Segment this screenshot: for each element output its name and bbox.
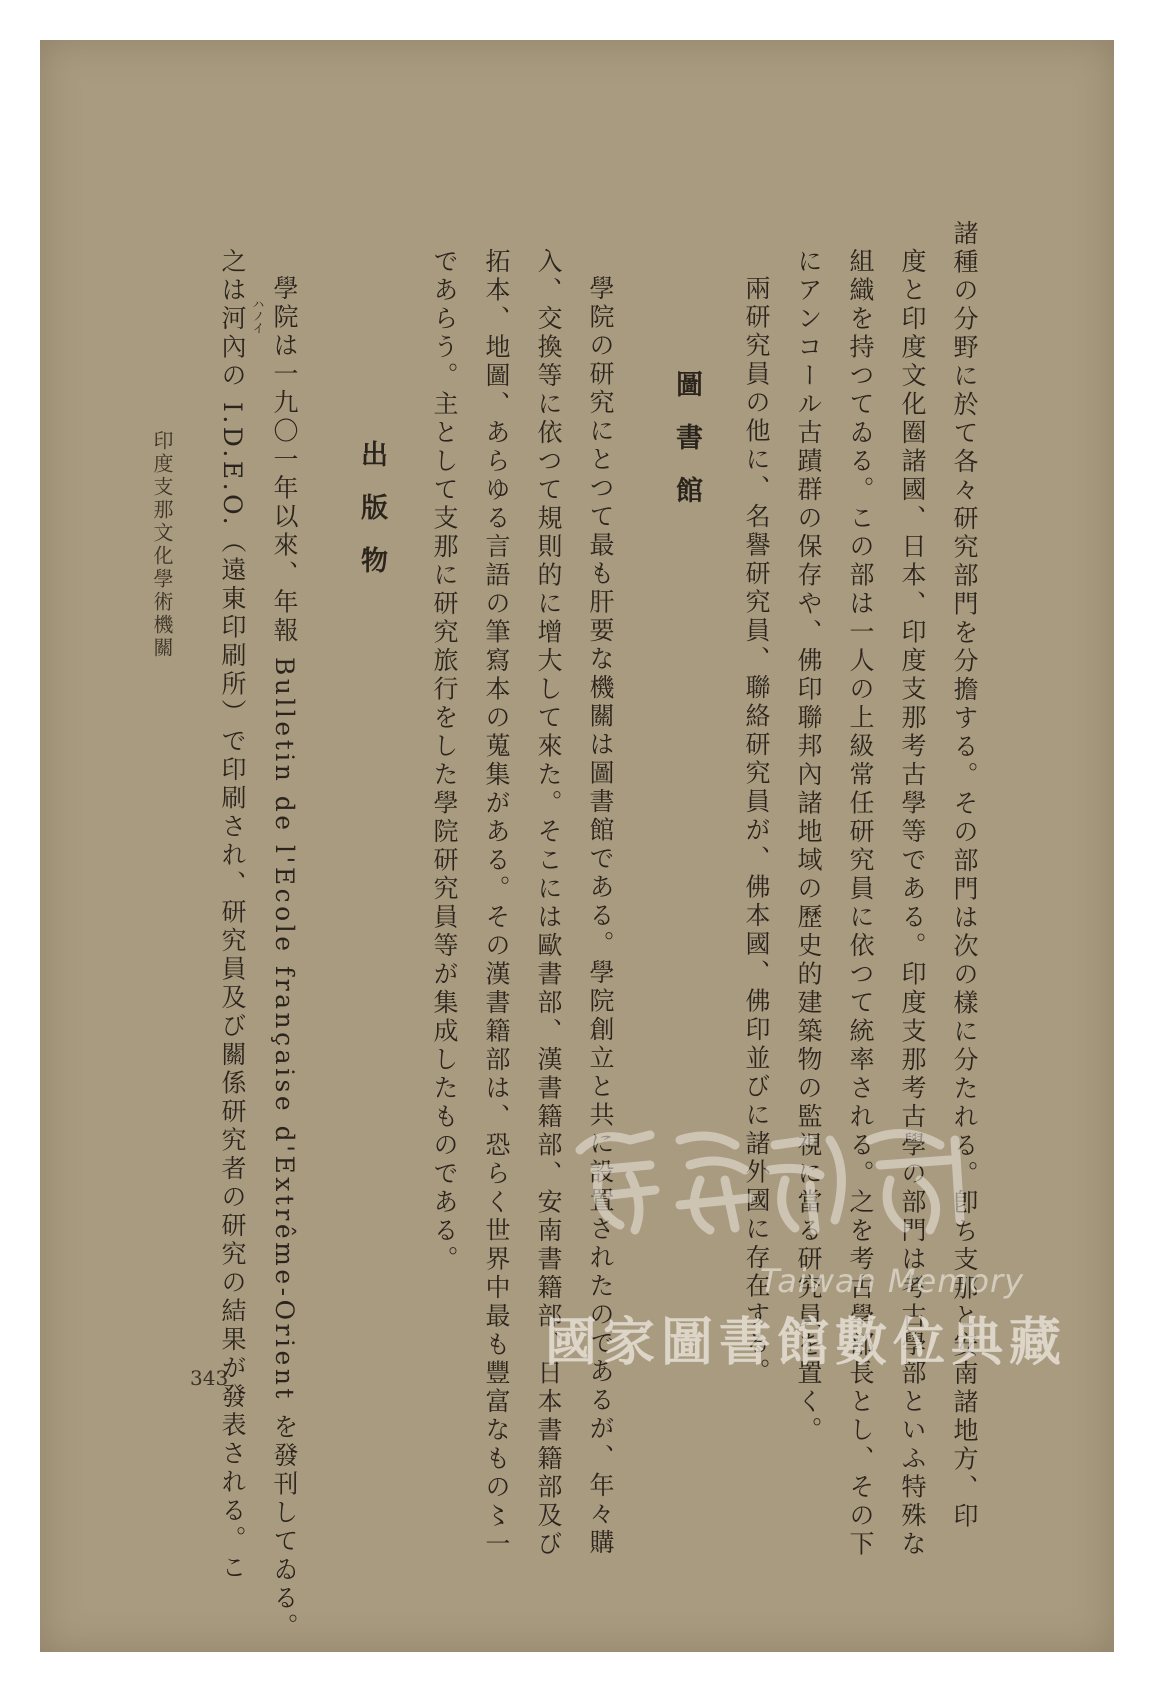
publications-paragraph-line: 之は河內の I.D.E.O.（遠東印刷所）で印刷され、研究員及び關係研究者の研究の結果が發表される。こ bbox=[218, 248, 247, 1583]
library-heading: 圖書館 bbox=[671, 370, 702, 529]
ruby-annotation: ハノイ bbox=[251, 298, 265, 334]
publications-paragraph-line: 學院は一九〇一年以來、年報 Bulletin de l'Ecole française d'Extrême-Orient を發刊してゐる。 bbox=[270, 275, 299, 1642]
scanned-page bbox=[40, 40, 1114, 1652]
body-column-1: 諸種の分野に於て各々研究部門を分擔する。その部門は次の樣に分たれる。卽ち支那と安南諸地方、印 bbox=[950, 220, 979, 1531]
watermark-calligraphy-logo bbox=[560, 1110, 980, 1240]
body-column-4: にアンコール古蹟群の保存や、佛印聯邦內諸地域の歷史的建築物の監視に當る研究員を置く。 bbox=[794, 248, 823, 1445]
publications-heading: 出版物 bbox=[356, 440, 387, 599]
watermark-brand: Taiwan Memory bbox=[760, 1262, 1025, 1300]
body-column-5: 兩研究員の他に、名譽研究員、聯絡研究員が、佛本國、佛印並びに諸外國に存在する。 bbox=[742, 275, 771, 1387]
running-head: 印度支那文化學術機關 bbox=[150, 430, 174, 660]
library-paragraph-line: 學院の研究にとつて最も肝要な機關は圖書館である。學院創立と共に設置されたのであるが、年々購 bbox=[586, 275, 615, 1558]
watermark-library-name: 國家圖書館數位典藏 bbox=[545, 1313, 1068, 1373]
body-column-3: 組織を持つてゐる。この部は一人の上級常任研究員に依つて統率される。之を考古學部長とし、その下 bbox=[846, 248, 875, 1559]
library-paragraph-line: であらう。主として支那に研究旅行をした學院研究員等が集成したものである。 bbox=[430, 248, 459, 1274]
page-number: 343 bbox=[190, 1366, 229, 1390]
body-column-2: 度と印度文化圈諸國、日本、印度支那考古學等である。印度支那考古學の部門は考古學部といふ特殊な bbox=[898, 248, 927, 1559]
library-paragraph-line: 入、交換等に依つて規則的に增大して來た。そこには歐書部、漢書籍部、安南書籍部、日本書籍部及び bbox=[534, 248, 563, 1559]
library-paragraph-line: 拓本、地圖、あらゆる言語の筆寫本の蒐集がある。その漢書籍部は、恐らく世界中最も豐富なもの〻一 bbox=[482, 248, 511, 1559]
